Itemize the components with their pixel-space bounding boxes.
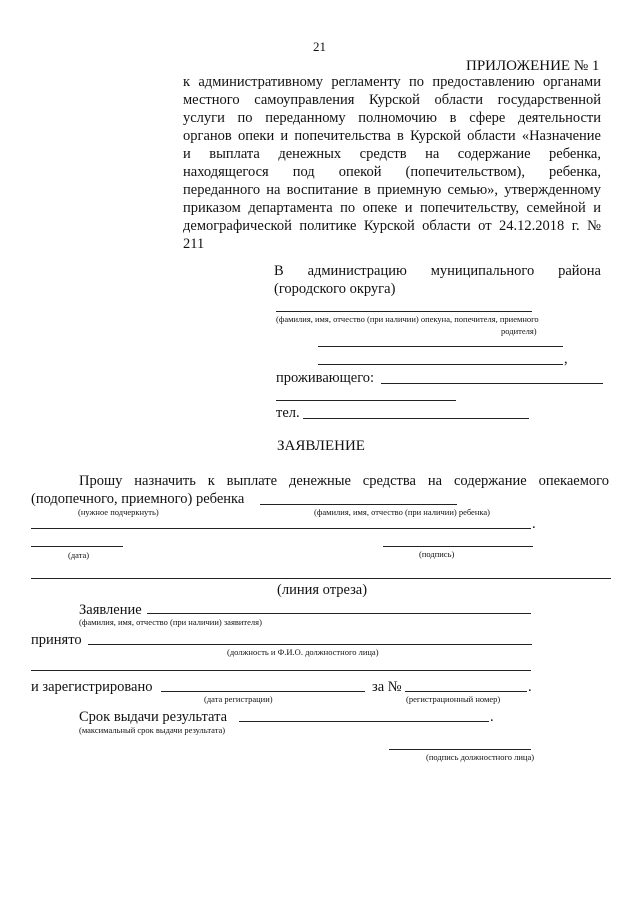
period-2: . — [528, 679, 532, 695]
cut-line-label: (линия отреза) — [277, 582, 368, 598]
official-line-2[interactable] — [31, 670, 531, 671]
request-line: Прошу назначить к выплате денежные средства на содержание опекаемого — [79, 473, 609, 489]
applicant-name-line[interactable] — [147, 613, 531, 614]
regulation-line: местного самоуправления Курской области государственной — [183, 92, 601, 108]
regulation-line: переданного на воспитание в приемную семью», утвержденному — [183, 182, 601, 198]
phone-label: тел. — [276, 405, 300, 421]
registration-number-caption: (регистрационный номер) — [406, 694, 501, 704]
applicant-fio-line-2[interactable] — [318, 346, 563, 347]
applicant-fio-line-3[interactable] — [318, 364, 563, 365]
residing-label: проживающего: — [276, 370, 375, 386]
addressee-line: В администрацию муниципального района — [274, 263, 601, 279]
child-fio-line[interactable] — [260, 504, 457, 505]
child-fio-line-2[interactable] — [31, 528, 531, 529]
official-signature-line[interactable] — [389, 749, 531, 750]
applicant-fio-line[interactable] — [276, 311, 532, 312]
underline-caption: (нужное подчеркнуть) — [78, 507, 159, 517]
statement-label: Заявление — [79, 602, 142, 618]
applicant-fio-caption-receipt: (фамилия, имя, отчество (при наличии) заявителя) — [79, 617, 262, 627]
addressee-line-2: (городского округа) — [274, 281, 396, 297]
deadline-line[interactable] — [239, 721, 489, 722]
appendix-title: ПРИЛОЖЕНИЕ № 1 — [466, 58, 600, 74]
regulation-reference — [183, 73, 601, 253]
registration-number-line[interactable] — [405, 691, 527, 692]
cut-line — [31, 578, 611, 579]
comma: , — [564, 351, 568, 367]
phone-line[interactable] — [303, 418, 529, 419]
max-deadline-caption: (максимальный срок выдачи результата) — [79, 725, 226, 735]
regulation-line: органов опеки и попечительства в Курской области «Назначение — [183, 128, 601, 144]
regulation-line: находящегося под опекой (попечительством), ребенка, — [183, 164, 601, 180]
deadline-period: . — [490, 709, 494, 725]
child-fio-caption: (фамилия, имя, отчество (при наличии) ребенка) — [314, 507, 490, 517]
regulation-line: и выплата денежных средств на содержание ребенка, — [183, 146, 601, 162]
number-label: за № — [372, 679, 402, 695]
regulation-line: к административному регламенту по предоставлению органами — [183, 74, 601, 90]
signature-line[interactable] — [383, 546, 533, 547]
official-signature-caption: (подпись должностного лица) — [426, 752, 535, 762]
regulation-line: демографической политике Курской области от 24.12.2018 г. № — [183, 218, 601, 234]
registration-date-line[interactable] — [161, 691, 365, 692]
date-caption: (дата) — [68, 550, 90, 560]
official-caption: (должность и Ф.И.О. должностного лица) — [227, 647, 379, 657]
applicant-fio-caption-2: родителя) — [501, 326, 537, 336]
registration-date-caption: (дата регистрации) — [204, 694, 273, 704]
address-line[interactable] — [381, 383, 603, 384]
date-line[interactable] — [31, 546, 123, 547]
applicant-fio-caption: (фамилия, имя, отчество (при наличии) опекуна, попечителя, приемного — [276, 314, 539, 324]
regulation-line: услуги по переданному полномочию в сфере деятельности — [183, 110, 601, 126]
regulation-line: приказом департамента по опеке и попечительству, семейной и — [183, 200, 601, 216]
registered-label: и зарегистрировано — [31, 679, 153, 695]
address-line-2[interactable] — [276, 400, 456, 401]
request-line-2: (подопечного, приемного) ребенка — [31, 491, 245, 507]
regulation-line: 211 — [183, 236, 205, 252]
deadline-label: Срок выдачи результата — [79, 709, 228, 725]
page-number: 21 — [313, 39, 326, 54]
statement-title: ЗАЯВЛЕНИЕ — [277, 438, 365, 454]
official-line[interactable] — [88, 644, 532, 645]
accepted-label: принято — [31, 632, 82, 648]
signature-caption: (подпись) — [419, 549, 455, 559]
period: . — [532, 516, 536, 532]
